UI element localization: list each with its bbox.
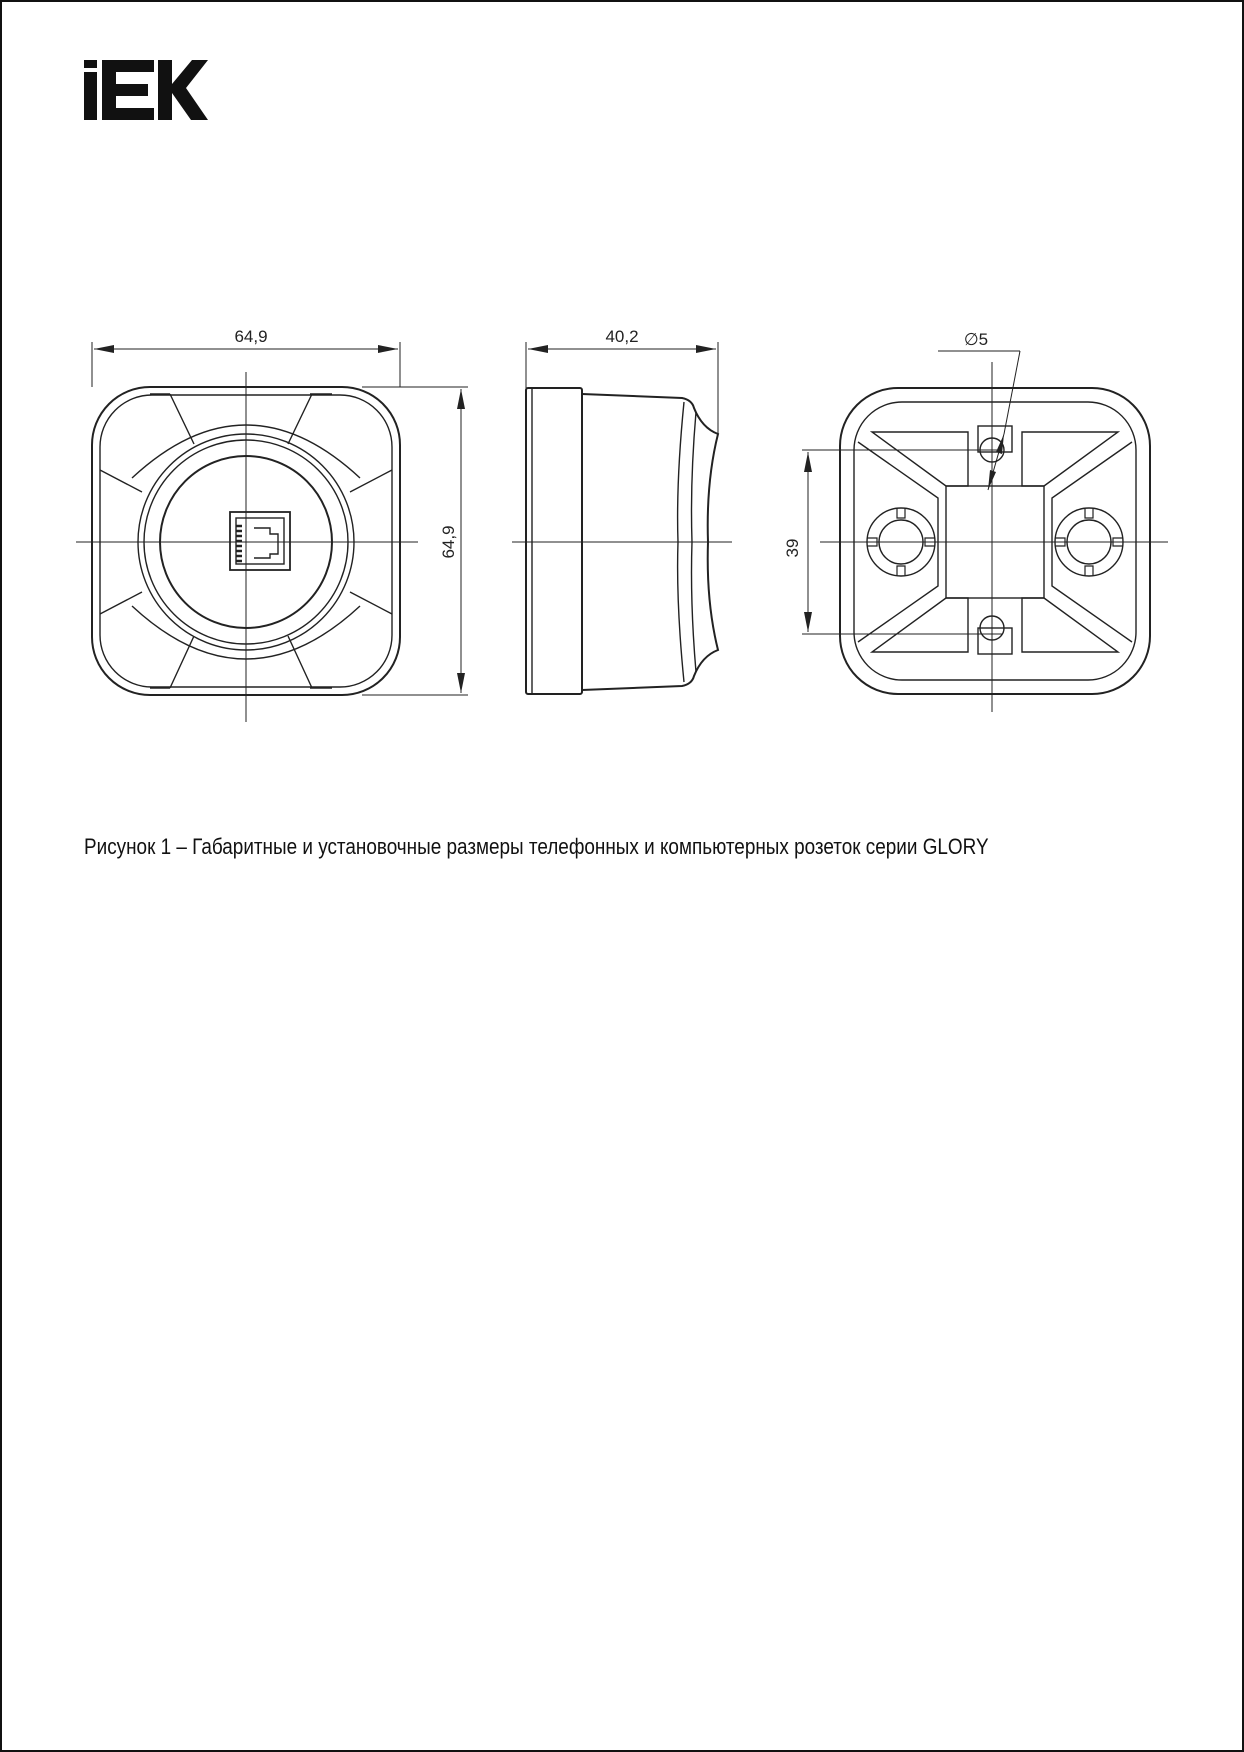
hole-diameter-label: ∅5 (963, 330, 989, 349)
back-view (802, 351, 1168, 712)
side-view (512, 342, 732, 694)
front-height-label: 64,9 (439, 525, 458, 559)
iek-logo (84, 60, 208, 120)
front-view (76, 342, 468, 722)
front-width-label: 64,9 (234, 327, 268, 346)
side-depth-label: 40,2 (605, 327, 639, 346)
mount-spacing-label: 39 (783, 538, 802, 558)
technical-drawing (2, 302, 1244, 742)
figure-caption: Рисунок 1 – Габаритные и установочные размеры телефонных и компьютерных розеток серии GLORY (84, 834, 989, 859)
